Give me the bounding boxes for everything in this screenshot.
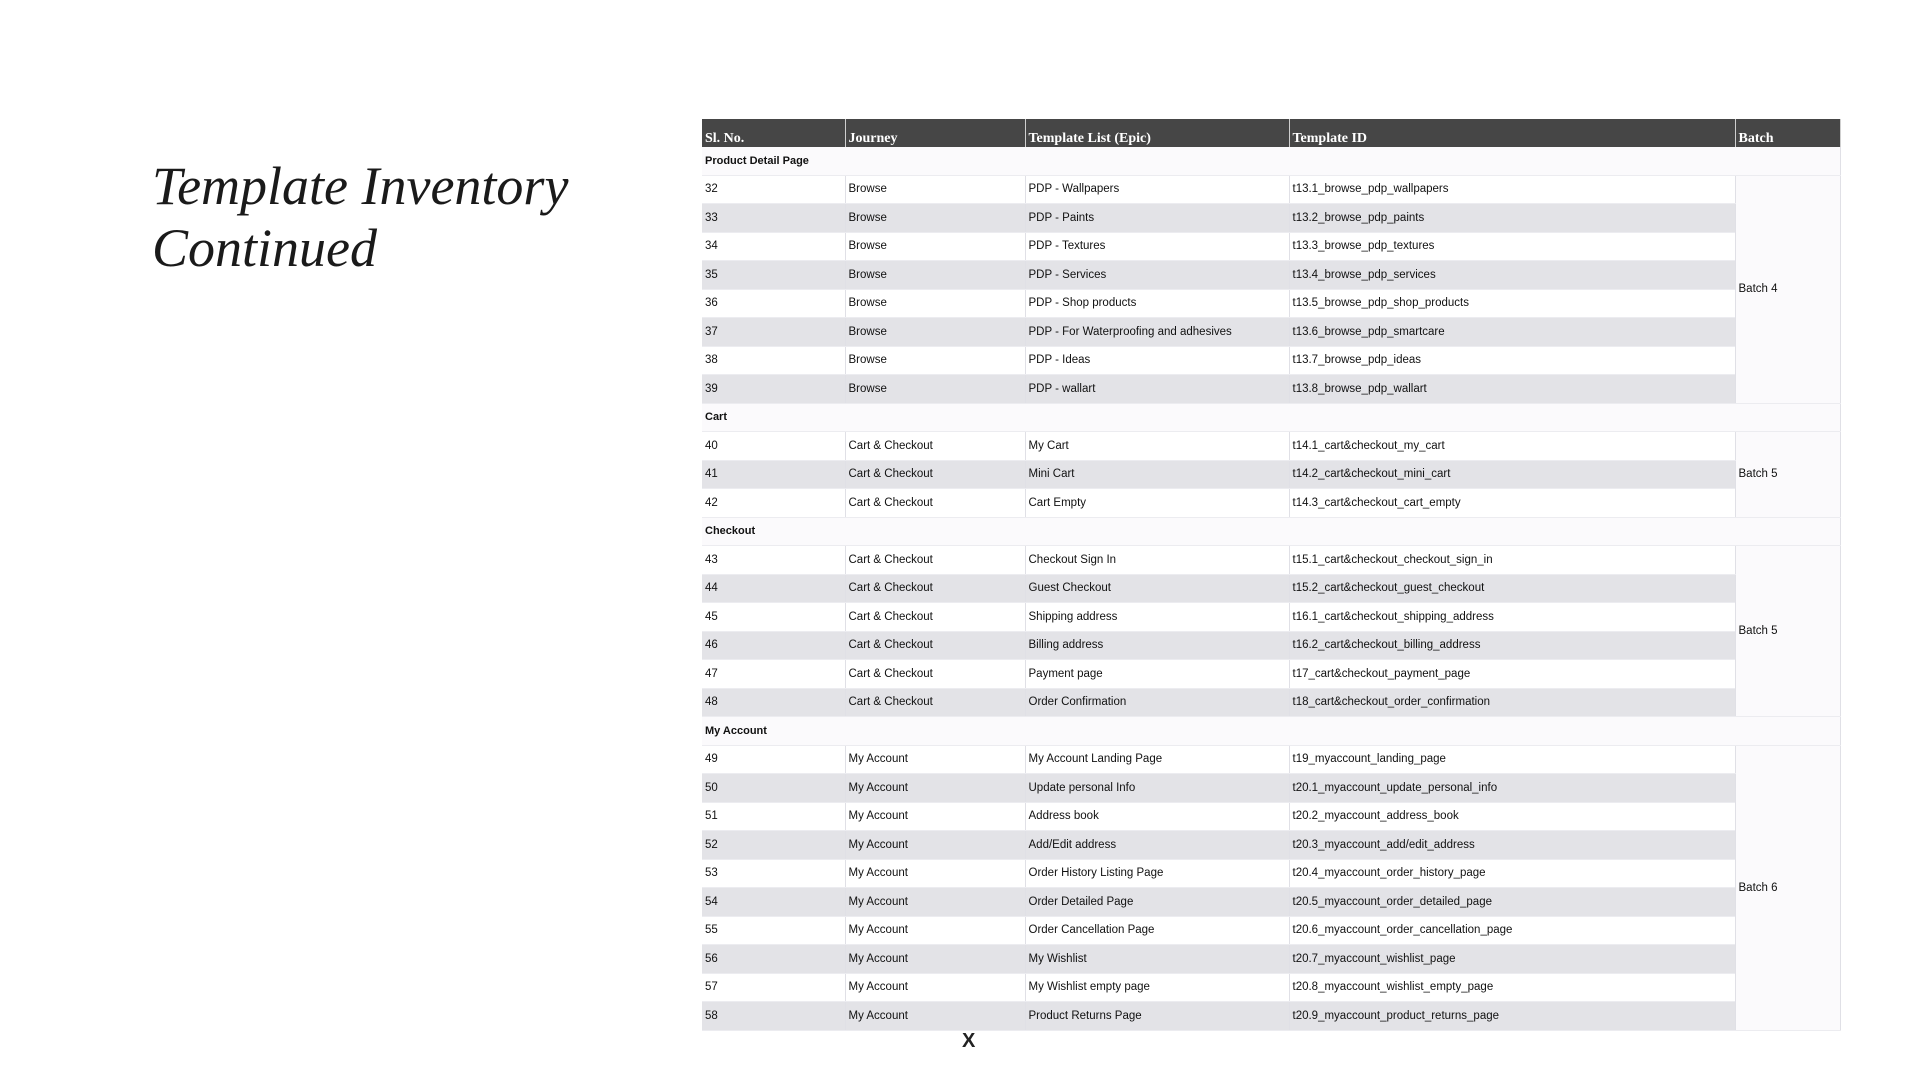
batch-cell: Batch 6 bbox=[1735, 745, 1840, 1030]
template-list-cell: PDP - Textures bbox=[1025, 232, 1289, 261]
section-title: Cart bbox=[702, 403, 1840, 432]
journey-cell: Browse bbox=[845, 375, 1025, 404]
table-header-row bbox=[702, 119, 1840, 147]
journey-cell: My Account bbox=[845, 831, 1025, 860]
sl-no-cell: 32 bbox=[702, 175, 845, 204]
table-row bbox=[702, 688, 1840, 717]
template-list-cell: PDP - wallart bbox=[1025, 375, 1289, 404]
sl-no-cell: 43 bbox=[702, 546, 845, 575]
journey-cell: My Account bbox=[845, 859, 1025, 888]
template-list-cell: Cart Empty bbox=[1025, 489, 1289, 518]
journey-cell: My Account bbox=[845, 1002, 1025, 1031]
sl-no-cell: 55 bbox=[702, 916, 845, 945]
template-list-cell: My Wishlist empty page bbox=[1025, 973, 1289, 1002]
sl-no-cell: 46 bbox=[702, 631, 845, 660]
batch-cell: Batch 4 bbox=[1735, 175, 1840, 403]
section-row bbox=[702, 717, 1840, 746]
template-id-cell: t13.3_browse_pdp_textures bbox=[1289, 232, 1735, 261]
table-row bbox=[702, 603, 1840, 632]
table-row bbox=[702, 745, 1840, 774]
table-row bbox=[702, 489, 1840, 518]
table-row bbox=[702, 204, 1840, 233]
journey-cell: My Account bbox=[845, 774, 1025, 803]
template-id-cell: t20.7_myaccount_wishlist_page bbox=[1289, 945, 1735, 974]
table-row bbox=[702, 916, 1840, 945]
template-id-cell: t14.1_cart&checkout_my_cart bbox=[1289, 432, 1735, 461]
sl-no-cell: 35 bbox=[702, 261, 845, 290]
sl-no-cell: 56 bbox=[702, 945, 845, 974]
sl-no-cell: 38 bbox=[702, 346, 845, 375]
table-row bbox=[702, 859, 1840, 888]
table-row bbox=[702, 375, 1840, 404]
sl-no-cell: 34 bbox=[702, 232, 845, 261]
journey-cell: Browse bbox=[845, 175, 1025, 204]
template-list-cell: Shipping address bbox=[1025, 603, 1289, 632]
journey-cell: Cart & Checkout bbox=[845, 574, 1025, 603]
table-row bbox=[702, 973, 1840, 1002]
journey-cell: Cart & Checkout bbox=[845, 603, 1025, 632]
table-row bbox=[702, 546, 1840, 575]
table-row bbox=[702, 831, 1840, 860]
table-row bbox=[702, 432, 1840, 461]
template-id-cell: t20.2_myaccount_address_book bbox=[1289, 802, 1735, 831]
journey-cell: Browse bbox=[845, 289, 1025, 318]
sl-no-cell: 54 bbox=[702, 888, 845, 917]
template-list-cell: Order Detailed Page bbox=[1025, 888, 1289, 917]
journey-cell: Browse bbox=[845, 204, 1025, 233]
header-template-list: Template List (Epic) bbox=[1025, 119, 1289, 147]
sl-no-cell: 49 bbox=[702, 745, 845, 774]
template-id-cell: t20.3_myaccount_add/edit_address bbox=[1289, 831, 1735, 860]
sl-no-cell: 51 bbox=[702, 802, 845, 831]
journey-cell: My Account bbox=[845, 888, 1025, 917]
journey-cell: Browse bbox=[845, 346, 1025, 375]
template-list-cell: PDP - Wallpapers bbox=[1025, 175, 1289, 204]
sl-no-cell: 52 bbox=[702, 831, 845, 860]
sl-no-cell: 40 bbox=[702, 432, 845, 461]
template-list-cell: Product Returns Page bbox=[1025, 1002, 1289, 1031]
page-title-line-1: Template Inventory bbox=[152, 156, 569, 216]
template-id-cell: t13.7_browse_pdp_ideas bbox=[1289, 346, 1735, 375]
table-row bbox=[702, 802, 1840, 831]
journey-cell: Browse bbox=[845, 318, 1025, 347]
template-list-cell: Checkout Sign In bbox=[1025, 546, 1289, 575]
template-list-cell: PDP - Shop products bbox=[1025, 289, 1289, 318]
template-id-cell: t15.1_cart&checkout_checkout_sign_in bbox=[1289, 546, 1735, 575]
sl-no-cell: 48 bbox=[702, 688, 845, 717]
page-title bbox=[152, 155, 568, 279]
section-row bbox=[702, 517, 1840, 546]
table-row bbox=[702, 289, 1840, 318]
batch-cell: Batch 5 bbox=[1735, 432, 1840, 518]
table-row bbox=[702, 945, 1840, 974]
sl-no-cell: 50 bbox=[702, 774, 845, 803]
template-id-cell: t20.6_myaccount_order_cancellation_page bbox=[1289, 916, 1735, 945]
template-list-cell: Payment page bbox=[1025, 660, 1289, 689]
table-row bbox=[702, 460, 1840, 489]
section-row bbox=[702, 403, 1840, 432]
template-id-cell: t13.4_browse_pdp_services bbox=[1289, 261, 1735, 290]
sl-no-cell: 44 bbox=[702, 574, 845, 603]
template-list-cell: Billing address bbox=[1025, 631, 1289, 660]
journey-cell: My Account bbox=[845, 916, 1025, 945]
template-list-cell: Address book bbox=[1025, 802, 1289, 831]
section-title: My Account bbox=[702, 717, 1840, 746]
template-id-cell: t16.1_cart&checkout_shipping_address bbox=[1289, 603, 1735, 632]
template-list-cell: My Wishlist bbox=[1025, 945, 1289, 974]
template-id-cell: t20.9_myaccount_product_returns_page bbox=[1289, 1002, 1735, 1031]
journey-cell: Cart & Checkout bbox=[845, 489, 1025, 518]
template-id-cell: t15.2_cart&checkout_guest_checkout bbox=[1289, 574, 1735, 603]
journey-cell: Cart & Checkout bbox=[845, 631, 1025, 660]
template-list-cell: PDP - For Waterproofing and adhesives bbox=[1025, 318, 1289, 347]
template-id-cell: t20.4_myaccount_order_history_page bbox=[1289, 859, 1735, 888]
header-batch: Batch bbox=[1735, 119, 1840, 147]
sl-no-cell: 47 bbox=[702, 660, 845, 689]
template-list-cell: Guest Checkout bbox=[1025, 574, 1289, 603]
template-id-cell: t20.5_myaccount_order_detailed_page bbox=[1289, 888, 1735, 917]
template-id-cell: t14.3_cart&checkout_cart_empty bbox=[1289, 489, 1735, 518]
sl-no-cell: 39 bbox=[702, 375, 845, 404]
sl-no-cell: 33 bbox=[702, 204, 845, 233]
sl-no-cell: 42 bbox=[702, 489, 845, 518]
journey-cell: My Account bbox=[845, 745, 1025, 774]
header-journey: Journey bbox=[845, 119, 1025, 147]
sl-no-cell: 41 bbox=[702, 460, 845, 489]
table-row bbox=[702, 175, 1840, 204]
template-id-cell: t17_cart&checkout_payment_page bbox=[1289, 660, 1735, 689]
journey-cell: Cart & Checkout bbox=[845, 432, 1025, 461]
section-title: Checkout bbox=[702, 517, 1840, 546]
section-row bbox=[702, 147, 1840, 175]
template-list-cell: PDP - Paints bbox=[1025, 204, 1289, 233]
sl-no-cell: 57 bbox=[702, 973, 845, 1002]
table-row bbox=[702, 888, 1840, 917]
table-row bbox=[702, 261, 1840, 290]
template-inventory-table bbox=[702, 119, 1841, 1031]
template-id-cell: t18_cart&checkout_order_confirmation bbox=[1289, 688, 1735, 717]
table-body bbox=[702, 147, 1840, 1030]
template-list-cell: Add/Edit address bbox=[1025, 831, 1289, 860]
template-id-cell: t19_myaccount_landing_page bbox=[1289, 745, 1735, 774]
table-row bbox=[702, 346, 1840, 375]
template-list-cell: Order History Listing Page bbox=[1025, 859, 1289, 888]
template-list-cell: Order Cancellation Page bbox=[1025, 916, 1289, 945]
sl-no-cell: 53 bbox=[702, 859, 845, 888]
template-id-cell: t13.1_browse_pdp_wallpapers bbox=[1289, 175, 1735, 204]
template-list-cell: PDP - Services bbox=[1025, 261, 1289, 290]
table-row bbox=[702, 660, 1840, 689]
sl-no-cell: 45 bbox=[702, 603, 845, 632]
template-list-cell: Order Confirmation bbox=[1025, 688, 1289, 717]
journey-cell: Cart & Checkout bbox=[845, 688, 1025, 717]
table-row bbox=[702, 1002, 1840, 1031]
batch-cell: Batch 5 bbox=[1735, 546, 1840, 717]
template-id-cell: t13.5_browse_pdp_shop_products bbox=[1289, 289, 1735, 318]
template-id-cell: t20.1_myaccount_update_personal_info bbox=[1289, 774, 1735, 803]
journey-cell: Cart & Checkout bbox=[845, 660, 1025, 689]
sl-no-cell: 36 bbox=[702, 289, 845, 318]
template-list-cell: Update personal Info bbox=[1025, 774, 1289, 803]
journey-cell: Browse bbox=[845, 232, 1025, 261]
journey-cell: My Account bbox=[845, 945, 1025, 974]
journey-cell: Cart & Checkout bbox=[845, 546, 1025, 575]
template-list-cell: Mini Cart bbox=[1025, 460, 1289, 489]
close-button[interactable]: X bbox=[962, 1030, 976, 1052]
table-row bbox=[702, 631, 1840, 660]
template-list-cell: PDP - Ideas bbox=[1025, 346, 1289, 375]
table-row bbox=[702, 774, 1840, 803]
sl-no-cell: 37 bbox=[702, 318, 845, 347]
template-list-cell: My Account Landing Page bbox=[1025, 745, 1289, 774]
table-row bbox=[702, 318, 1840, 347]
journey-cell: Cart & Checkout bbox=[845, 460, 1025, 489]
template-list-cell: My Cart bbox=[1025, 432, 1289, 461]
template-id-cell: t14.2_cart&checkout_mini_cart bbox=[1289, 460, 1735, 489]
journey-cell: Browse bbox=[845, 261, 1025, 290]
journey-cell: My Account bbox=[845, 802, 1025, 831]
header-sl-no: Sl. No. bbox=[702, 119, 845, 147]
page-title-line-2: Continued bbox=[152, 218, 377, 278]
table-row bbox=[702, 232, 1840, 261]
table-row bbox=[702, 574, 1840, 603]
template-id-cell: t13.8_browse_pdp_wallart bbox=[1289, 375, 1735, 404]
template-id-cell: t20.8_myaccount_wishlist_empty_page bbox=[1289, 973, 1735, 1002]
journey-cell: My Account bbox=[845, 973, 1025, 1002]
section-title: Product Detail Page bbox=[702, 147, 1840, 175]
sl-no-cell: 58 bbox=[702, 1002, 845, 1031]
template-id-cell: t13.2_browse_pdp_paints bbox=[1289, 204, 1735, 233]
header-template-id: Template ID bbox=[1289, 119, 1735, 147]
template-id-cell: t13.6_browse_pdp_smartcare bbox=[1289, 318, 1735, 347]
template-id-cell: t16.2_cart&checkout_billing_address bbox=[1289, 631, 1735, 660]
